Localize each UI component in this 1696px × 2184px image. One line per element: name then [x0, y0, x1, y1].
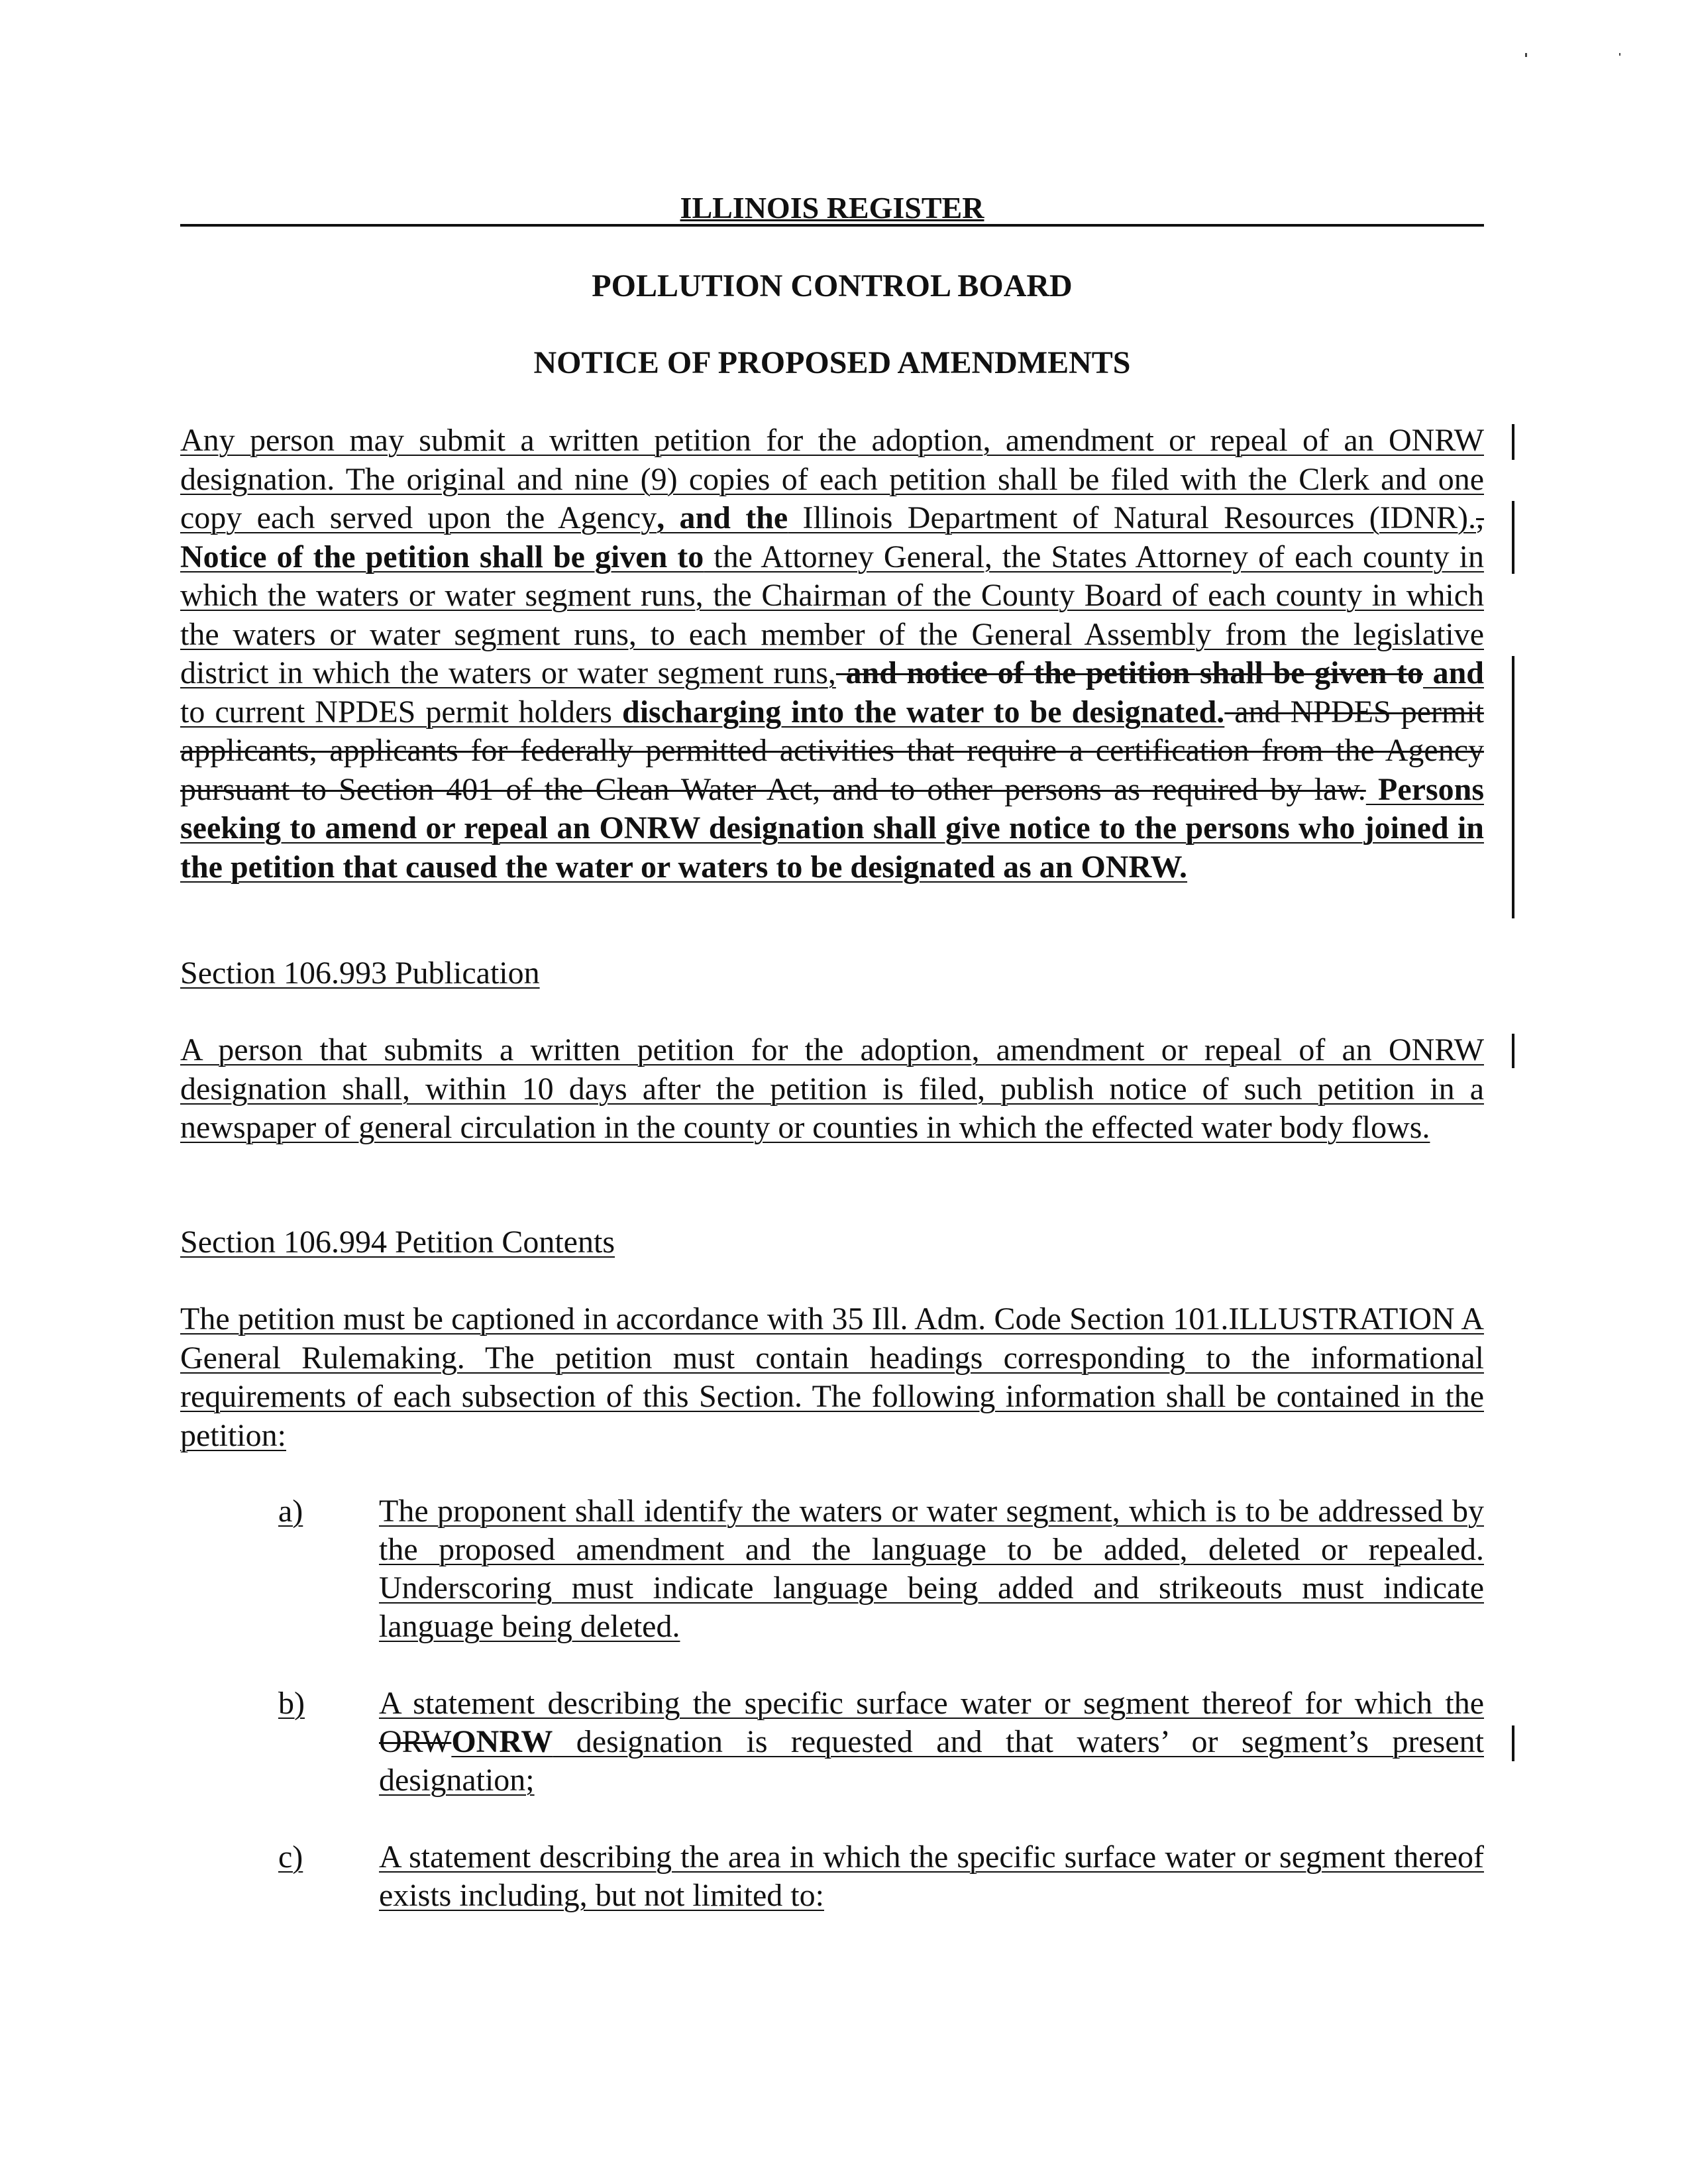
running-head [180, 190, 1484, 227]
section-106-994-intro: The petition must be captioned in accordance with 35 Ill. Adm. Code Section 101.ILLUSTRATION A General Rulemaking. The petition must contain headings corresponding to the informational requirements of each subsection of this Section. The following information shall be contained in the petition: [180, 1301, 1484, 1453]
scan-speck [1619, 53, 1620, 56]
item-b-deleted-orw: ORW [379, 1724, 452, 1759]
change-bar [1512, 656, 1514, 918]
change-bar [1512, 1034, 1514, 1068]
p1-inserted-and: and [1423, 655, 1484, 690]
scan-speck [1525, 53, 1527, 57]
p1-period: . [1468, 500, 1477, 535]
p1-recipients: the Attorney General, the States Attorney of each county in which the waters or water segment runs, the Chairman of the County Board of each county in which the waters or water segment runs, to each member of the General Assembly from the legislative district in which the waters or water segment runs [180, 539, 1484, 690]
item-b-post: designation is requested and that waters’ or segment’s present designation; [379, 1724, 1484, 1798]
petition-paragraph [180, 421, 1484, 887]
item-c-label: c) [278, 1839, 303, 1875]
p1-text: Any person may submit a written petition for the adoption, amendment or repeal of an ONRW designation. The original and nine (9) copies of each petition shall be filed with the Clerk and one copy each served upon the Agency [180, 423, 1484, 535]
item-a-label: a) [278, 1494, 303, 1529]
p1-inserted-discharging: discharging into the water to be designated. [622, 694, 1225, 730]
notice-title: NOTICE OF PROPOSED AMENDMENTS [533, 345, 1131, 380]
register-title: ILLINOIS REGISTER [680, 191, 984, 225]
agency-title: POLLUTION CONTROL BOARD [592, 268, 1073, 303]
section-106-993-text: A person that submits a written petition for the adoption, amendment or repeal of an ONRW designation shall, within 10 days after the petition is filed, publish notice of such petition in a newspaper of general circulation in the county or counties in which the effected water body flows. [180, 1032, 1484, 1145]
p1-inserted-notice: Notice of the petition shall be given to [180, 539, 704, 574]
p1-idnr: Illinois Department of Natural Resources (IDNR) [788, 500, 1469, 535]
p1-inserted-and-the: , and the [657, 500, 788, 535]
change-bar [1512, 424, 1514, 460]
item-c-text: A statement describing the area in which the specific surface water or segment thereof exists including, but not limited to: [379, 1839, 1484, 1913]
p1-inserted-persons-seeking: Persons seeking to amend or repeal an ONRW designation shall give notice to the persons who joined in the petition that caused the water or waters to be designated as an ONRW. [180, 771, 1484, 885]
header-rule [180, 224, 1484, 227]
change-bar [1512, 501, 1514, 574]
p1-deleted-notice: and notice of the petition shall be given to [835, 655, 1423, 690]
item-b-label: b) [278, 1686, 305, 1721]
p1-deleted-comma: , [1476, 500, 1485, 535]
section-106-994-heading: Section 106.994 Petition Contents [180, 1225, 615, 1260]
p1-comma: , [827, 655, 836, 690]
item-b-text [379, 1684, 1484, 1800]
item-b-pre: A statement describing the specific surface water or segment thereof for which the [379, 1686, 1484, 1721]
change-bar [1512, 1725, 1514, 1761]
item-b-inserted-onrw: ONRW [451, 1724, 553, 1759]
item-a-text: The proponent shall identify the waters or water segment, which is to be addressed by the proposed amendment and the language to be added, deleted or repealed. Underscoring must indicate language being added and strikeouts must indicate language being deleted. [379, 1494, 1484, 1644]
section-106-993-heading: Section 106.993 Publication [180, 956, 540, 991]
p1-deleted-applicants: and NPDES permit applicants, applicants for federally permitted activities that require a certification from the Agency pursuant to Section 401 of the Clean Water Act, and to other persons as required by law. [180, 694, 1484, 807]
p1-npdes: to current NPDES permit holders [180, 694, 623, 730]
